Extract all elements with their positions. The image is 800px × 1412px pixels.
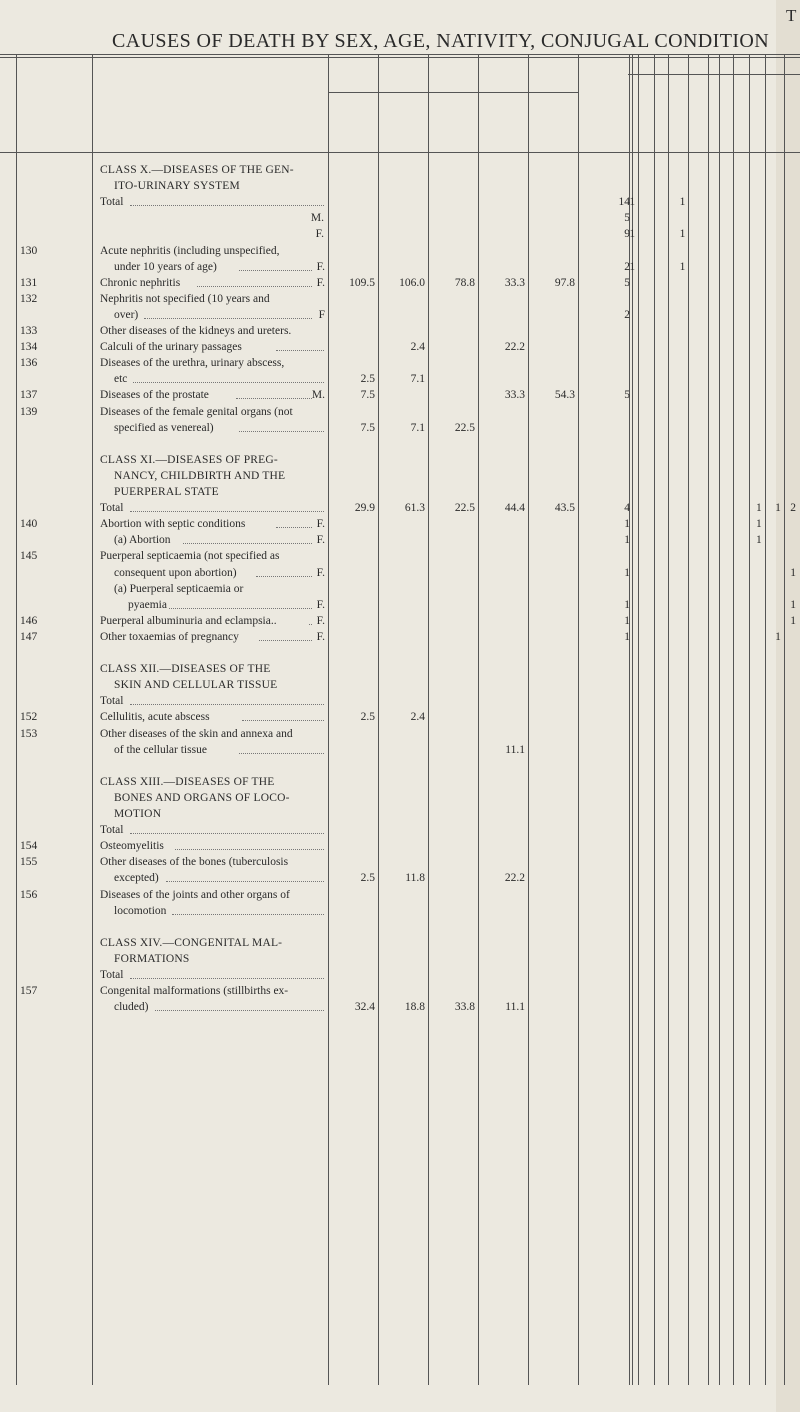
- table-row: [0, 663, 800, 677]
- cause-label: Diseases of the urethra, urinary abscess,: [100, 357, 285, 370]
- cause-label: (a) Puerperal septicaemia or: [114, 582, 244, 595]
- classification-number: 152: [20, 711, 38, 724]
- dot-leader: [172, 905, 324, 915]
- table-row: [0, 567, 800, 581]
- rate-value: 22.2: [504, 341, 525, 354]
- age-value: 1: [790, 566, 796, 579]
- cause-label: pyaemia: [128, 598, 167, 611]
- age-value: 1: [629, 260, 636, 273]
- classification-number: 155: [20, 856, 38, 869]
- total-value: 5: [624, 389, 630, 402]
- rate-value: 11.8: [405, 872, 425, 885]
- rate-value: 2.5: [360, 373, 375, 386]
- classification-number: 156: [20, 888, 38, 901]
- table-row: [0, 921, 800, 935]
- age-value: 1: [679, 196, 686, 209]
- classification-number: 134: [20, 341, 38, 354]
- cause-label: of the cellular tissue: [114, 743, 207, 756]
- table-row: [0, 309, 800, 323]
- class-heading: PUERPERAL STATE: [114, 486, 219, 498]
- total-value: 2: [624, 260, 630, 273]
- rate-value: 33.3: [504, 389, 525, 402]
- rate-value: 2.5: [360, 711, 375, 724]
- rates-subrule: [328, 92, 578, 93]
- dot-leader: [169, 599, 312, 609]
- dot-leader: [133, 373, 324, 383]
- class-heading: NANCY, CHILDBIRTH AND THE: [114, 469, 286, 482]
- rate-value: 7.1: [410, 421, 425, 434]
- table-row: [0, 615, 800, 629]
- cause-label: Diseases of the female genital organs (not: [100, 405, 293, 418]
- cause-label: locomotion: [114, 904, 167, 917]
- table-row: [0, 679, 800, 693]
- rate-value: 22.2: [504, 872, 525, 885]
- table-row: [0, 164, 800, 178]
- table-row: [0, 228, 800, 242]
- class-heading: ITO-URINARY SYSTEM: [114, 180, 240, 193]
- age-value: 1: [679, 228, 686, 241]
- rate-value: 33.8: [454, 1001, 475, 1014]
- rate-value: 18.8: [404, 1001, 425, 1014]
- classification-number: 145: [20, 550, 38, 563]
- table-row: [0, 631, 800, 645]
- total-value: 1: [624, 518, 630, 531]
- sex-label: F.: [316, 276, 325, 289]
- classification-number: 131: [20, 276, 38, 289]
- table-row: [0, 470, 800, 484]
- cause-label: Chronic nephritis: [100, 276, 181, 289]
- rate-value: 54.3: [554, 389, 575, 402]
- table-row: [0, 245, 800, 259]
- rate-value: 22.5: [454, 421, 475, 434]
- rate-value: 32.4: [354, 1001, 375, 1014]
- table-row: [0, 744, 800, 758]
- dot-leader: [197, 277, 312, 287]
- table-row: [0, 728, 800, 742]
- class-heading: FORMATIONS: [114, 952, 190, 965]
- total-value: 1: [624, 534, 630, 547]
- age-value: 1: [629, 196, 636, 209]
- sex-label: F.: [316, 518, 325, 531]
- table-row: [0, 776, 800, 790]
- rate-value: 11.1: [505, 1001, 525, 1014]
- cause-label: Total: [100, 824, 124, 837]
- total-value: 14: [618, 196, 630, 209]
- dot-leader: [130, 695, 324, 705]
- class-heading: CLASS X.—DISEASES OF THE GEN-: [100, 164, 294, 176]
- sex-label: F.: [316, 614, 325, 627]
- rate-value: 7.1: [410, 373, 425, 386]
- rate-value: 61.3: [404, 502, 425, 515]
- cause-label: under 10 years of age): [114, 260, 217, 273]
- rate-value: 44.4: [504, 502, 525, 515]
- rate-value: 22.5: [454, 502, 475, 515]
- sex-label: M.: [311, 389, 325, 402]
- class-heading: CLASS XII.—DISEASES OF THE: [100, 663, 271, 676]
- class-heading: CLASS XIII.—DISEASES OF THE: [100, 775, 275, 788]
- classification-number: 136: [20, 357, 38, 370]
- table-row: [0, 985, 800, 999]
- dot-leader: [236, 389, 312, 399]
- table-row: [0, 293, 800, 307]
- rate-value: 43.5: [554, 502, 575, 515]
- classification-number: 153: [20, 727, 38, 740]
- rate-value: 2.4: [410, 711, 425, 724]
- table-row: [0, 695, 800, 709]
- table-row: [0, 953, 800, 967]
- cause-label: over): [114, 308, 139, 321]
- cause-label: consequent upon abortion): [114, 566, 237, 579]
- dot-leader: [256, 567, 312, 577]
- age-value: 1: [679, 260, 686, 273]
- cause-label: etc: [114, 373, 128, 386]
- table-row: [0, 889, 800, 903]
- dot-leader: [130, 196, 324, 206]
- dot-leader: [130, 824, 324, 834]
- table-row: [0, 534, 800, 548]
- cause-label: Other toxaemias of pregnancy: [100, 630, 239, 643]
- total-value: 2: [624, 308, 630, 321]
- table-row: [0, 583, 800, 597]
- age-value: 1: [756, 502, 762, 515]
- rate-value: 7.5: [360, 389, 375, 402]
- total-value: 1: [624, 566, 630, 579]
- classification-number: 140: [20, 518, 38, 531]
- rate-value: 2.5: [360, 872, 375, 885]
- age-value: 1: [790, 598, 796, 611]
- age-value: 1: [629, 228, 636, 241]
- sex-label: F.: [316, 598, 325, 611]
- cause-label: Other diseases of the kidneys and ureters.: [100, 325, 292, 337]
- rate-value: 29.9: [354, 502, 375, 515]
- cause-label: Cellulitis, acute abscess: [100, 711, 210, 724]
- table-row: [0, 486, 800, 500]
- cause-label: Puerperal septicaemia (not specified as: [100, 550, 280, 563]
- dot-leader: [183, 534, 312, 544]
- classification-number: 147: [20, 630, 38, 643]
- cause-label: excepted): [114, 872, 159, 885]
- rate-value: 33.3: [504, 276, 525, 289]
- classification-number: 133: [20, 325, 38, 337]
- total-value: 5: [624, 276, 630, 289]
- class-heading: CLASS XIV.—CONGENITAL MAL-: [100, 936, 283, 949]
- total-value: 1: [624, 630, 630, 643]
- table-row: [0, 550, 800, 564]
- table-row: [0, 647, 800, 661]
- table-row: [0, 1001, 800, 1015]
- table-row: [0, 502, 800, 516]
- cause-label: Puerperal albuminuria and eclampsia..: [100, 614, 277, 627]
- cause-label: Total: [100, 196, 124, 209]
- age-value: 1: [775, 502, 781, 515]
- cause-label: Diseases of the joints and other organs of: [100, 888, 290, 901]
- class-heading: SKIN AND CELLULAR TISSUE: [114, 679, 278, 692]
- rate-value: 97.8: [554, 276, 575, 289]
- sex-label: F.: [316, 534, 325, 547]
- table-row: [0, 422, 800, 436]
- cause-label: Osteomyelitis: [100, 840, 164, 853]
- dot-leader: [130, 969, 324, 979]
- rate-value: 78.8: [454, 276, 475, 289]
- cause-label: specified as venereal): [114, 421, 214, 434]
- class-heading: CLASS XI.—DISEASES OF PREG-: [100, 453, 278, 466]
- rate-value: 106.0: [399, 276, 425, 289]
- dot-leader: [242, 711, 324, 721]
- classification-number: 154: [20, 840, 38, 853]
- table-row: [0, 180, 800, 194]
- table-row: [0, 389, 800, 403]
- total-value: 9: [624, 228, 630, 241]
- total-value: 1: [624, 598, 630, 611]
- cause-label: Other diseases of the bones (tuberculosis: [100, 856, 289, 869]
- table-row: [0, 711, 800, 725]
- table-row: [0, 261, 800, 275]
- sex-label: F.: [315, 228, 324, 241]
- total-value: 4: [624, 502, 630, 515]
- table-row: [0, 454, 800, 468]
- table-row: [0, 969, 800, 983]
- total-value: 1: [624, 614, 630, 627]
- cause-label: cluded): [114, 1001, 149, 1014]
- rate-value: 2.4: [410, 341, 425, 354]
- classification-number: 139: [20, 405, 38, 418]
- sex-label: M.: [310, 212, 324, 225]
- table-row: [0, 357, 800, 371]
- dot-leader: [239, 261, 312, 271]
- cause-label: Abortion with septic conditions: [100, 518, 246, 531]
- table-row: [0, 196, 800, 210]
- cause-label: Other diseases of the skin and annexa and: [100, 727, 293, 740]
- class-heading: BONES AND ORGANS OF LOCO-: [114, 791, 290, 804]
- table-row: [0, 518, 800, 532]
- sex-label: F.: [316, 630, 325, 643]
- cause-label: Total: [100, 502, 124, 515]
- table-row: [0, 824, 800, 838]
- dot-leader: [259, 631, 312, 641]
- rate-value: 11.1: [505, 743, 525, 756]
- cause-label: Acute nephritis (including unspecified,: [100, 244, 280, 257]
- page-letter: T: [786, 6, 797, 25]
- cause-label: (a) Abortion: [114, 534, 171, 547]
- sex-label: F: [318, 308, 325, 321]
- cause-label: Diseases of the prostate: [100, 389, 209, 402]
- rate-value: 109.5: [349, 276, 375, 289]
- table-row: [0, 792, 800, 806]
- cause-label: Congenital malformations (stillbirths ex-: [100, 985, 289, 998]
- classification-number: 137: [20, 389, 38, 402]
- classification-number: 157: [20, 985, 38, 998]
- age-value: 2: [790, 502, 796, 515]
- page-title: CAUSES OF DEATH BY SEX, AGE, NATIVITY, CONJUGAL CONDITION: [112, 30, 770, 52]
- cause-label: Total: [100, 695, 124, 708]
- table-row: [0, 840, 800, 854]
- table-row: [0, 277, 800, 291]
- age-value: 1: [775, 630, 781, 643]
- table-row: [0, 760, 800, 774]
- cause-label: Nephritis not specified (10 years and: [100, 292, 270, 305]
- table-row: [0, 438, 800, 452]
- dot-leader: [155, 1001, 324, 1011]
- total-value: 5: [624, 212, 630, 225]
- dot-leader: [175, 840, 324, 850]
- dot-leader: [276, 341, 324, 351]
- cause-label: Total: [100, 969, 124, 981]
- dot-leader: [144, 309, 312, 319]
- table-row: [0, 406, 800, 420]
- class-heading: MOTION: [114, 808, 162, 820]
- table-row: [0, 341, 800, 355]
- table-row: [0, 325, 800, 339]
- cause-label: Calculi of the urinary passages: [100, 341, 242, 354]
- rate-value: 7.5: [360, 421, 375, 434]
- table-row: [0, 872, 800, 886]
- table-row: [0, 212, 800, 226]
- dot-leader: [239, 422, 324, 432]
- classification-number: 130: [20, 244, 38, 257]
- age-value: 1: [756, 534, 762, 547]
- classification-number: 132: [20, 292, 38, 305]
- table-row: [0, 373, 800, 387]
- classification-number: 146: [20, 614, 38, 627]
- table-row: [0, 808, 800, 822]
- table-row: [0, 599, 800, 613]
- header-bottom-rule: [0, 152, 800, 153]
- dot-leader: [166, 872, 324, 882]
- table-top-rule: [0, 54, 800, 55]
- table-row: [0, 856, 800, 870]
- dot-leader: [309, 615, 312, 625]
- age-value: 1: [790, 614, 796, 627]
- age-value: 1: [756, 518, 762, 531]
- sex-label: F.: [316, 260, 325, 273]
- dot-leader: [276, 518, 312, 528]
- table-row: [0, 905, 800, 919]
- table-top-rule-2: [0, 57, 800, 58]
- dot-leader: [239, 744, 324, 754]
- dot-leader: [130, 502, 324, 512]
- table-row: [0, 937, 800, 951]
- sex-label: F.: [316, 566, 325, 579]
